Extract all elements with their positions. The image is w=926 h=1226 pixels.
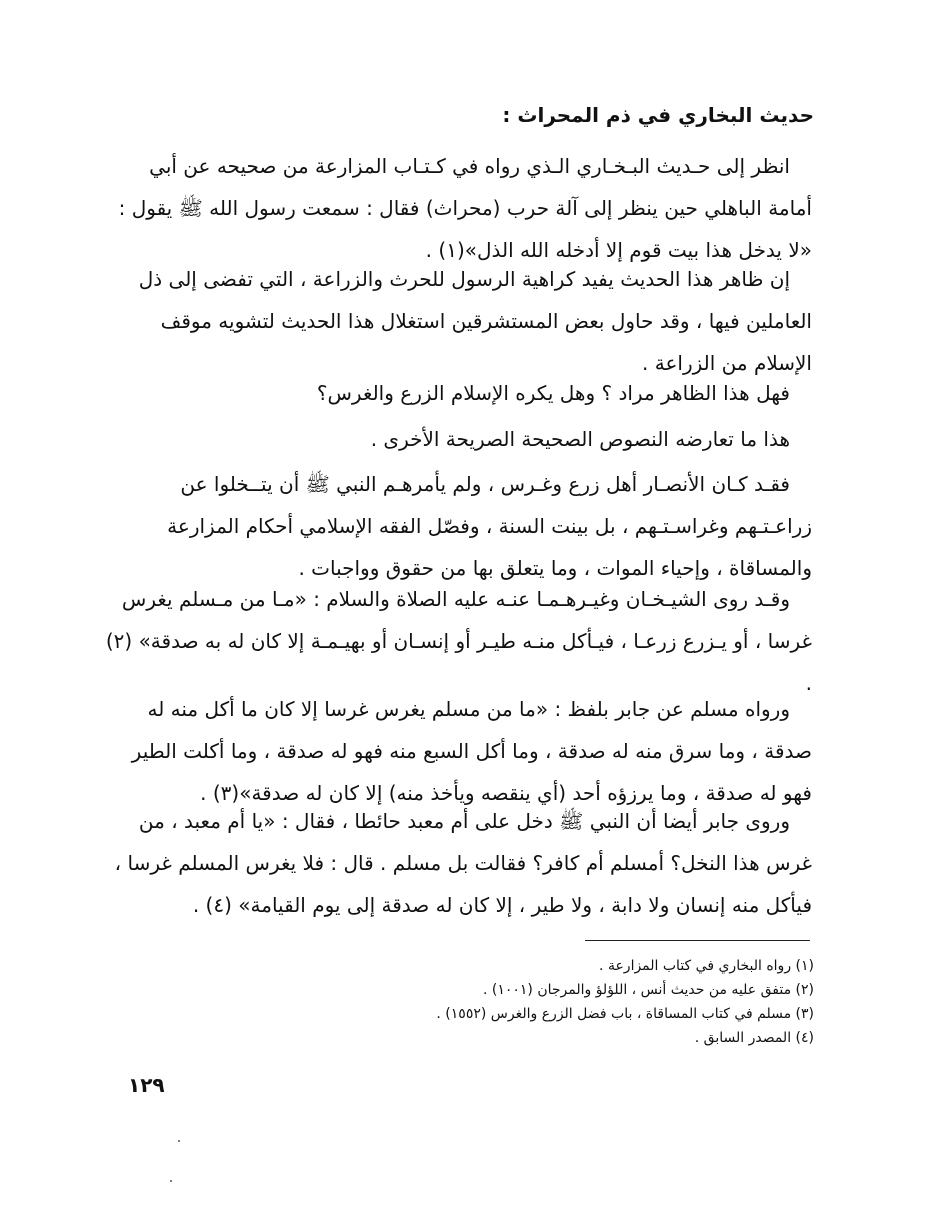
- paragraph-text: هذا ما تعارضه النصوص الصحيحة الصريحة الأخرى .: [370, 427, 790, 451]
- footnote-4: (٤) المصدر السابق .: [694, 1030, 814, 1046]
- paragraph-text: وقـد روى الشيـخـان وغيـرهـمـا عنـه عليه الصلاة والسلام : «مـا من مـسلم يغرس غرسا ، أو يـزرع زرعـا ، فيـأكل منـه طيـر أو إنسـان أو بهيـمـة إلا كان له به صدقة» (٢) .: [105, 587, 812, 695]
- paragraph-text: فهل هذا الظاهر مراد ؟ وهل يكره الإسلام الزرع والغرس؟: [316, 381, 790, 405]
- footnote-2: (٢) متفق عليه من حديث أنس ، اللؤلؤ والمرجان (١٠٠١) .: [482, 982, 814, 998]
- section-heading: حديث البخاري في ذم المحراث :: [502, 103, 814, 127]
- paragraph-text: إن ظاهر هذا الحديث يفيد كراهية الرسول للحرث والزراعة ، التي تفضى إلى ذل العاملين فيها ، وقد حاول بعض المستشرقين استغلال هذا الحديث لتشويه موقف الإسلام من الزراعة .: [138, 267, 812, 375]
- paragraph-text: انظر إلى حـديث البـخـاري الـذي رواه في كـتـاب المزارعة من صحيحه عن أبي أمامة الباهلي حين ينظر إلى آلة حرب (محراث) فقال : سمعت رسول الله ﷺ يقول : «لا يدخل هذا بيت قوم إلا أدخله الله الذل»(١) .: [118, 154, 812, 262]
- scan-speck: [170, 1180, 172, 1182]
- footnote-separator: [585, 940, 810, 941]
- footnote-1: (١) رواه البخاري في كتاب المزارعة .: [599, 958, 814, 974]
- paragraph-7: [100, 688, 812, 814]
- paragraph-4: [100, 418, 812, 460]
- paragraph-1: [100, 145, 812, 271]
- scan-speck: [178, 1140, 180, 1142]
- paragraph-text: وروى جابر أيضا أن النبي ﷺ دخل على أم معبد حائطا ، فقال : «يا أم معبد ، من غرس هذا النخل؟ أمسلم أم كافر؟ فقالت بل مسلم . قال : فلا يغرس المسلم غرسا ، فيأكل منه إنسان ولا دابة ، ولا طير ، إلا كان له صدقة إلى يوم القيامة» (٤) .: [114, 809, 812, 917]
- paragraph-text: ورواه مسلم عن جابر بلفظ : «ما من مسلم يغرس غرسا إلا كان ما أكل منه له صدقة ، وما سرق منه له صدقة ، وما أكل السبع منه فهو له صدقة ، وما أكلت الطير فهو له صدقة ، وما يرزؤه أحد (أي ينقصه ويأخذ منه) إلا كان له صدقة»(٣) .: [131, 697, 812, 805]
- footnotes: [214, 954, 814, 1050]
- footnote-3: (٣) مسلم في كتاب المساقاة ، باب فضل الزرع والغرس (١٥٥٢) .: [436, 1006, 814, 1022]
- paragraph-8: [100, 800, 812, 926]
- paragraph-3: [100, 372, 812, 414]
- paragraph-text: فقـد كـان الأنصـار أهل زرع وغـرس ، ولم يأمرهـم النبي ﷺ أن يتــخلوا عن زراعـتـهم وغراسـتـهم ، بل بينت السنة ، وفصّل الفقه الإسلامي أحكام المزارعة والمساقاة ، وإحياء الموات ، وما يتعلق بها من حقوق وواجبات .: [167, 472, 812, 580]
- page-number: ١٢٩: [128, 1073, 165, 1097]
- paragraph-6: [100, 578, 812, 704]
- paragraph-2: [100, 258, 812, 384]
- paragraph-5: [100, 463, 812, 589]
